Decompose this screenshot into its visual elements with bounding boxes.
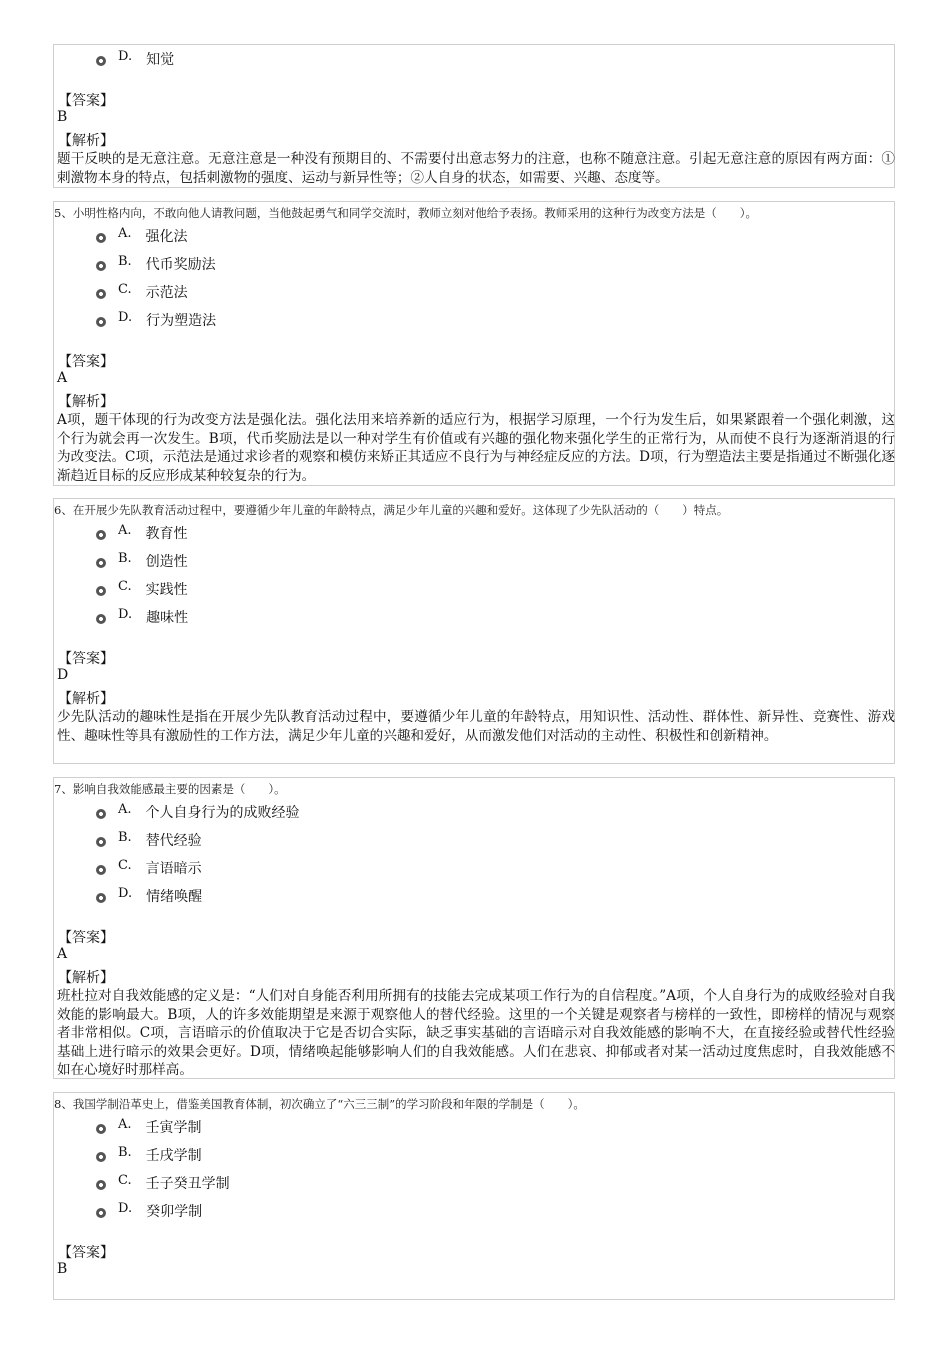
radio-icon[interactable]	[96, 1124, 106, 1134]
option-d[interactable]	[96, 607, 188, 627]
option-text: 代币奖励法	[145, 257, 216, 273]
option-text: 壬戌学制	[145, 1148, 202, 1164]
option-letter: B.	[118, 550, 132, 566]
option-text: 壬寅学制	[145, 1120, 202, 1136]
answer-label: 【答案】	[58, 651, 114, 667]
analysis-label: 【解析】	[58, 691, 114, 707]
question-card-8	[53, 1092, 895, 1300]
analysis-text: 题干反映的是无意注意。无意注意是一种没有预期目的、不需要付出意志努力的注意，也称不随意注意。引起无意注意的原因有两方面：①刺激物本身的特点，包括刺激物的强度、运动与新异性等；②人自身的状态，如需要、兴趣、态度等。	[57, 151, 895, 186]
option-letter: D.	[118, 48, 133, 64]
option-text: 癸卯学制	[146, 1204, 203, 1220]
answer-value: D	[57, 667, 69, 683]
question-title: 5、小明性格内向，不敢向他人请教问题，当他鼓起勇气和同学交流时，教师立刻对他给予表扬。教师采用的这种行为改变方法是（ ）。	[54, 206, 758, 220]
option-a[interactable]	[96, 226, 188, 246]
option-text: 个人自身行为的成败经验	[145, 805, 300, 821]
radio-icon[interactable]	[96, 893, 106, 903]
option-d[interactable]	[96, 49, 174, 69]
option-letter: B.	[118, 829, 132, 845]
option-text: 知觉	[146, 52, 175, 68]
question-card-7	[53, 777, 895, 1079]
option-letter: D.	[118, 606, 133, 622]
option-text: 示范法	[145, 285, 188, 301]
analysis-label: 【解析】	[58, 970, 114, 986]
question-card-4	[53, 44, 895, 188]
option-letter: D.	[118, 1200, 133, 1216]
answer-value: A	[57, 946, 68, 962]
option-letter: B.	[118, 253, 132, 269]
option-letter: A.	[118, 225, 132, 241]
radio-icon[interactable]	[96, 530, 106, 540]
answer-value: A	[57, 370, 68, 386]
option-letter: C.	[118, 578, 132, 594]
option-b[interactable]	[96, 254, 216, 274]
option-letter: B.	[118, 1144, 132, 1160]
option-letter: C.	[118, 281, 132, 297]
option-b[interactable]	[96, 1145, 202, 1165]
option-text: 强化法	[145, 229, 188, 245]
question-title: 8、我国学制沿革史上，借鉴美国教育体制，初次确立了“六三三制”的学习阶段和年限的学制是（ ）。	[54, 1097, 585, 1111]
option-letter: D.	[118, 885, 133, 901]
option-a[interactable]	[96, 523, 188, 543]
analysis-text: 少先队活动的趣味性是指在开展少先队教育活动过程中，要遵循少年儿童的年龄特点，用知识性、活动性、群体性、新异性、竞赛性、游戏性、趣味性等具有激励性的工作方法，满足少年儿童的兴趣和爱好，从而激发他们对活动的主动性、积极性和创新精神。	[57, 709, 895, 744]
option-d[interactable]	[96, 886, 202, 906]
radio-icon[interactable]	[96, 1208, 106, 1218]
question-card-5	[53, 201, 895, 486]
radio-icon[interactable]	[96, 1180, 106, 1190]
option-d[interactable]	[96, 310, 216, 330]
option-text: 替代经验	[145, 833, 202, 849]
option-b[interactable]	[96, 551, 188, 571]
answer-value: B	[57, 1261, 68, 1277]
option-c[interactable]	[96, 282, 188, 302]
radio-icon[interactable]	[96, 1152, 106, 1162]
option-letter: D.	[118, 309, 133, 325]
radio-icon[interactable]	[96, 289, 106, 299]
analysis-text: 班杜拉对自我效能感的定义是：“人们对自身能否利用所拥有的技能去完成某项工作行为的自信程度。”A项，个人自身行为的成败经验对自我效能的影响最大。B项，人的许多效能期望是来源于观察他人的替代经验。这里的一个关键是观察者与榜样的一致性，即榜样的情况与观察者非常相似。C项，言语暗示的价值取决于它是否切合实际，缺乏事实基础的言语暗示对自我效能感的影响不大，在直接经验或替代性经验基础上进行暗示的效果会更好。D项，情绪唤起能够影响人们的自我效能感。人们在悲哀、抑郁或者对某一活动过度焦虑时，自我效能感不如在心境好时那样高。	[57, 988, 895, 1078]
answer-value: B	[57, 109, 68, 125]
option-text: 实践性	[145, 582, 188, 598]
option-text: 行为塑造法	[146, 313, 217, 329]
option-c[interactable]	[96, 579, 188, 599]
radio-icon[interactable]	[96, 865, 106, 875]
radio-icon[interactable]	[96, 837, 106, 847]
radio-icon[interactable]	[96, 317, 106, 327]
option-c[interactable]	[96, 858, 202, 878]
radio-icon[interactable]	[96, 261, 106, 271]
question-card-6	[53, 498, 895, 764]
answer-label: 【答案】	[58, 930, 114, 946]
option-text: 言语暗示	[145, 861, 202, 877]
option-b[interactable]	[96, 830, 202, 850]
radio-icon[interactable]	[96, 586, 106, 596]
radio-icon[interactable]	[96, 233, 106, 243]
radio-icon[interactable]	[96, 614, 106, 624]
analysis-text: A项，题干体现的行为改变方法是强化法。强化法用来培养新的适应行为，根据学习原理，一个行为发生后，如果紧跟着一个强化刺激，这个行为就会再一次发生。B项，代币奖励法是以一种对学生有价值或有兴趣的强化物来强化学生的正常行为，从而使不良行为逐渐消退的行为改变法。C项，示范法是通过求诊者的观察和模仿来矫正其适应不良行为与神经症反应的方法。D项，行为塑造法主要是指通过不断强化逐渐趋近目标的反应形成某种较复杂的行为。	[57, 412, 895, 484]
option-text: 趣味性	[146, 610, 189, 626]
option-text: 创造性	[145, 554, 188, 570]
answer-label: 【答案】	[58, 93, 114, 109]
option-a[interactable]	[96, 1117, 202, 1137]
radio-icon[interactable]	[96, 809, 106, 819]
question-title: 6、在开展少先队教育活动过程中，要遵循少年儿童的年龄特点，满足少年儿童的兴趣和爱好。这体现了少先队活动的（ ）特点。	[54, 503, 729, 517]
answer-label: 【答案】	[58, 354, 114, 370]
option-letter: A.	[118, 801, 132, 817]
option-text: 情绪唤醒	[146, 889, 203, 905]
radio-icon[interactable]	[96, 56, 106, 66]
option-d[interactable]	[96, 1201, 202, 1221]
option-letter: C.	[118, 857, 132, 873]
option-letter: A.	[118, 1116, 132, 1132]
answer-label: 【答案】	[58, 1245, 114, 1261]
analysis-label: 【解析】	[58, 394, 114, 410]
option-text: 壬子癸丑学制	[145, 1176, 230, 1192]
radio-icon[interactable]	[96, 558, 106, 568]
question-title: 7、影响自我效能感最主要的因素是（ ）。	[54, 782, 286, 796]
option-a[interactable]	[96, 802, 300, 822]
option-letter: A.	[118, 522, 132, 538]
analysis-label: 【解析】	[58, 133, 114, 149]
option-text: 教育性	[145, 526, 188, 542]
option-letter: C.	[118, 1172, 132, 1188]
option-c[interactable]	[96, 1173, 230, 1193]
